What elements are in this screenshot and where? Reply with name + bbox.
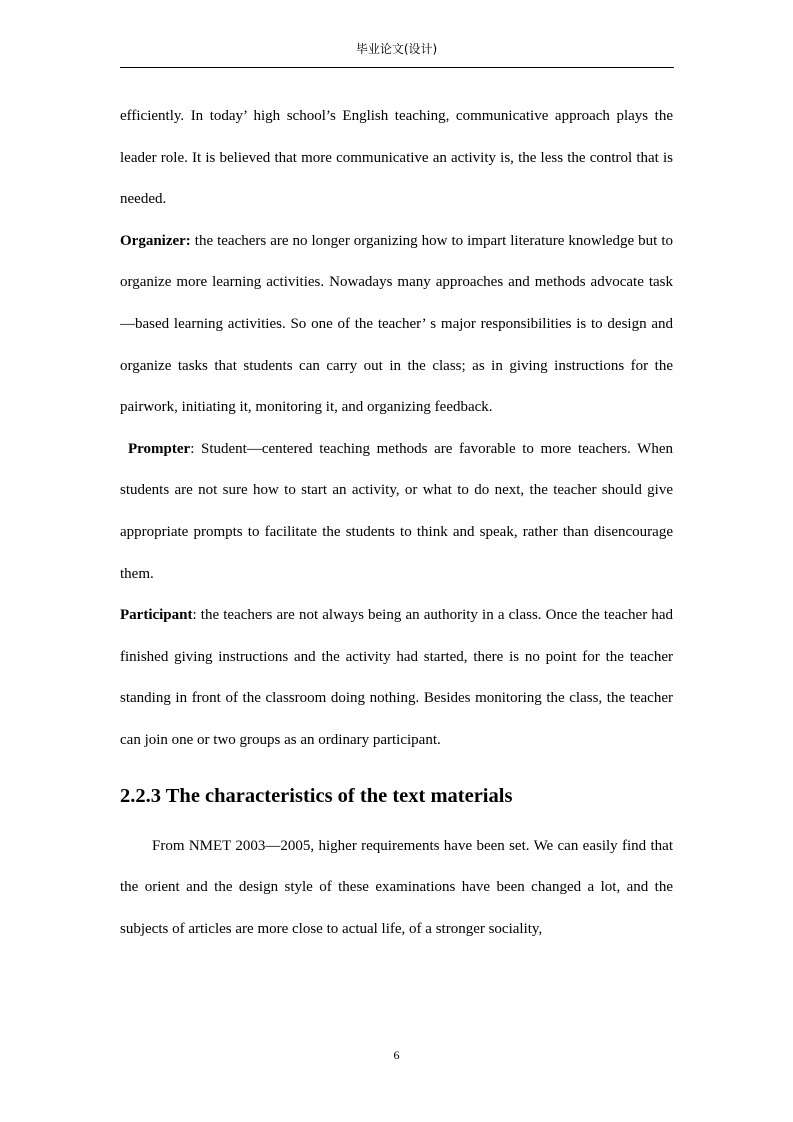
- paragraph-prompter: [120, 429, 673, 595]
- term-participant: Participant: [120, 607, 193, 624]
- paragraph-text: : the teachers are not always being an authority in a class. Once the teacher had finished giving instructions and the activity had started, there is no point for the teacher standing in front of the classroom doing nothing. Besides monitoring the class, the teacher can join one or two groups as an ordinary participant.: [120, 607, 673, 748]
- page-number: 6: [393, 1048, 400, 1062]
- section-heading: 2.2.3 The characteristics of the text materials: [120, 784, 513, 807]
- paragraph-organizer: [120, 221, 673, 429]
- term-organizer: Organizer:: [120, 232, 191, 249]
- header-divider: [120, 67, 674, 68]
- document-body: [120, 96, 673, 950]
- paragraph-section-body: [120, 826, 673, 951]
- paragraph-text: : Student—centered teaching methods are favorable to more teachers. When students are not sure how to start an activity, or what to do next, the teacher should give appropriate prompts to facilitate the students to think and speak, rather than disencourage them.: [120, 440, 673, 582]
- paragraph-intro: [120, 96, 673, 221]
- paragraph-participant: [120, 595, 673, 761]
- term-prompter: Prompter: [128, 440, 191, 457]
- running-header: 毕业论文(设计): [355, 42, 438, 56]
- paragraph-text: From NMET 2003—2005, higher requirements have been set. We can easily find that the orient and the design style of these examinations have been changed a lot, and the subjects of articles are more close to actual life, of a stronger sociality,: [120, 837, 673, 937]
- paragraph-text: the teachers are no longer organizing how to impart literature knowledge but to organize more learning activities. Nowadays many approaches and methods advocate task—based learning activities. So one of the teacher’ s major responsibilities is to design and organize tasks that students can carry out in the class; as in giving instructions for the pairwork, initiating it, monitoring it, and organizing feedback.: [120, 232, 673, 416]
- paragraph-text: efficiently. In today’ high school’s English teaching, communicative approach plays the leader role. It is believed that more communicative an activity is, the less the control that is needed.: [120, 108, 673, 208]
